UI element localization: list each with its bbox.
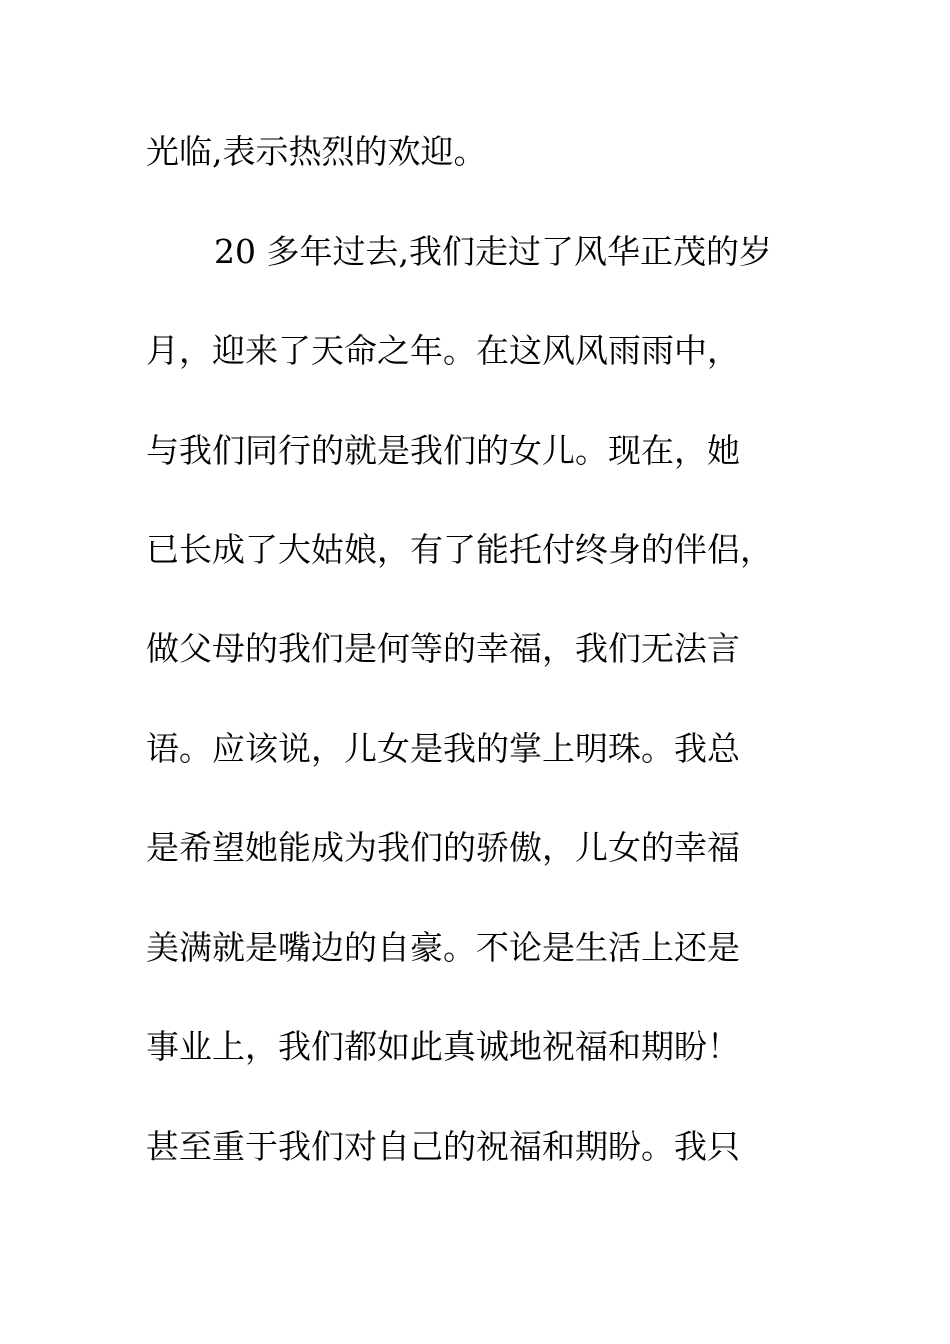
text-line-10: 事业上，我们都如此真诚地祝福和期盼！ (146, 1027, 740, 1066)
text-line-3: 月，迎来了天命之年。在这风风雨雨中， (146, 331, 740, 370)
text-line-4: 与我们同行的就是我们的女儿。现在，她 (146, 431, 740, 470)
text-line-5: 已长成了大姑娘，有了能托付终身的伴侣， (146, 530, 773, 569)
text-line-2: 20 多年过去,我们走过了风华正茂的岁 (214, 232, 772, 271)
text-line-8: 是希望她能成为我们的骄傲，儿女的幸福 (146, 828, 740, 867)
text-line-11: 甚至重于我们对自己的祝福和期盼。我只 (146, 1127, 740, 1166)
text-line-9: 美满就是嘴边的自豪。不论是生活上还是 (146, 928, 740, 967)
text-line-7: 语。应该说，儿女是我的掌上明珠。我总 (146, 729, 740, 768)
text-line-1: 光临,表示热烈的欢迎。 (146, 132, 487, 171)
text-line-6: 做父母的我们是何等的幸福，我们无法言 (146, 629, 740, 668)
